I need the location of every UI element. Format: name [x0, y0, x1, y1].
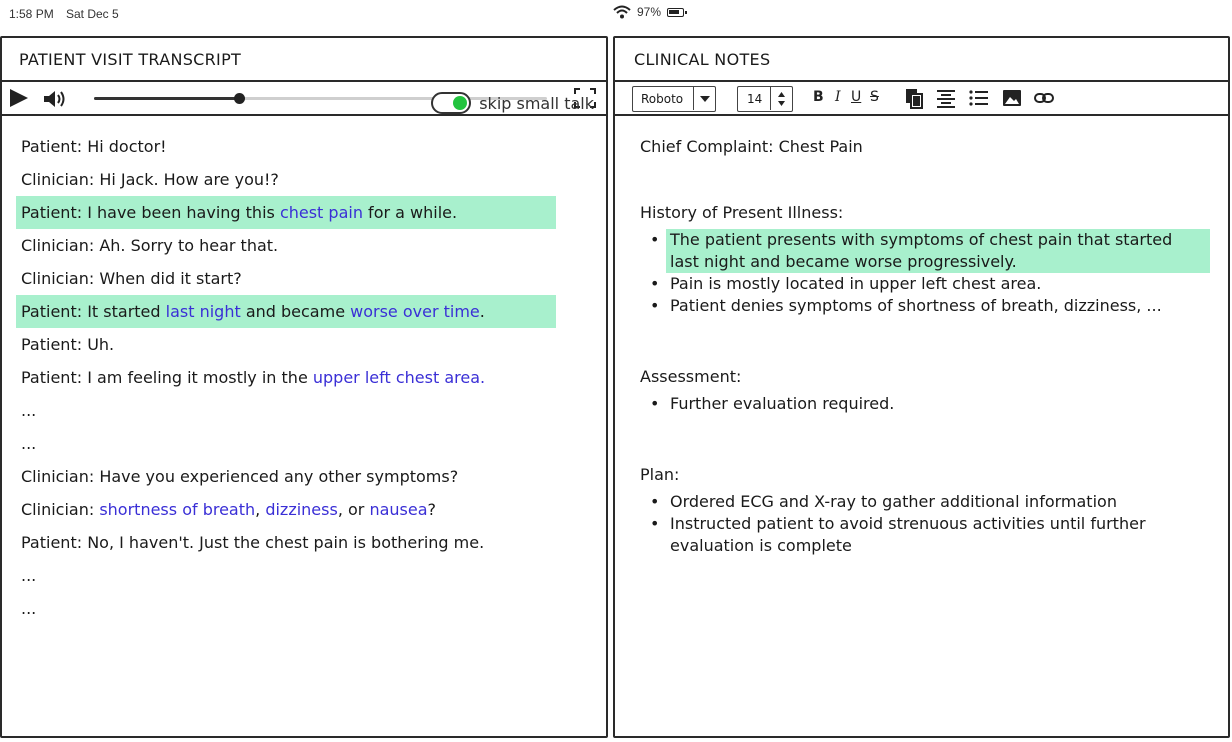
utterance-text: When did it start?: [94, 269, 242, 288]
skip-small-talk-toggle-row: [431, 92, 594, 114]
symptom-keyword: upper left chest area.: [312, 368, 486, 387]
status-bar: [0, 0, 1232, 28]
switch-knob: [453, 96, 467, 110]
status-time: 1:58 PM: [9, 7, 54, 21]
assessment-list: [640, 393, 1210, 415]
utterance-text: Have you experienced any other symptoms?: [94, 467, 459, 486]
utterance-text: I am feeling it mostly in the: [82, 368, 313, 387]
plan-heading: Plan:: [640, 465, 680, 484]
transcript-title: PATIENT VISIT TRANSCRIPT: [2, 38, 606, 82]
symptom-keyword: nausea: [369, 500, 428, 519]
font-family-value: Roboto: [641, 92, 684, 106]
transcript-line[interactable]: [16, 163, 556, 196]
utterance-text: ...: [21, 401, 37, 420]
utterance-text: Hi doctor!: [82, 137, 167, 156]
volume-icon[interactable]: [42, 88, 68, 110]
font-size-stepper[interactable]: [737, 86, 793, 112]
bold-button[interactable]: B: [813, 89, 824, 105]
note-bullet-text: Ordered ECG and X-ray to gather additional information: [670, 492, 1117, 511]
image-icon[interactable]: [1001, 87, 1023, 109]
speaker-label: Clinician:: [21, 269, 95, 288]
stepper-arrows-icon: [770, 87, 792, 110]
play-button[interactable]: [10, 89, 28, 107]
utterance-text: , or: [337, 500, 370, 519]
speaker-label: Patient:: [21, 302, 83, 321]
battery-icon: [667, 8, 684, 17]
transcript-line[interactable]: [16, 460, 556, 493]
link-icon[interactable]: [1033, 87, 1055, 109]
utterance-text: .: [479, 302, 485, 321]
symptom-keyword: worse over time: [350, 302, 480, 321]
utterance-text: and became: [240, 302, 351, 321]
note-bullet-text: Instructed patient to avoid strenuous activities until further evaluation is complete: [670, 514, 1146, 555]
transcript-line-highlighted[interactable]: [16, 295, 556, 328]
speaker-label: Patient:: [21, 203, 83, 222]
notes-title: CLINICAL NOTES: [615, 38, 1228, 82]
align-center-icon[interactable]: [935, 87, 957, 109]
speaker-label: Patient:: [21, 137, 83, 156]
chevron-down-icon: [693, 87, 715, 110]
note-bullet-text: Patient denies symptoms of shortness of breath, dizziness, ...: [670, 296, 1162, 315]
note-bullet: [640, 513, 1210, 557]
utterance-text: I have been having this: [82, 203, 280, 222]
transcript-lines: [16, 130, 556, 625]
transcript-line[interactable]: [16, 526, 556, 559]
editor-toolbar: [615, 82, 1228, 116]
hpi-list: [640, 229, 1210, 317]
speaker-label: Patient:: [21, 533, 83, 552]
strikethrough-button[interactable]: S: [870, 89, 879, 105]
transcript-line[interactable]: [16, 592, 556, 625]
status-right: [613, 5, 1230, 19]
transcript-line-highlighted[interactable]: [16, 196, 556, 229]
note-bullet-text: • The patient presents with symptoms of chest pain that started last night and became worse progressively.: [666, 229, 1210, 273]
assessment-heading: Assessment:: [640, 367, 742, 386]
clinical-notes-editor[interactable]: [640, 130, 1210, 557]
note-bullet-text: Pain is mostly located in upper left chest area.: [670, 274, 1042, 293]
speaker-label: Clinician:: [21, 467, 95, 486]
plan-list: [640, 491, 1210, 557]
utterance-text: Uh.: [82, 335, 115, 354]
progress-fill: [94, 97, 239, 100]
transcript-line[interactable]: [16, 394, 556, 427]
copy-icon[interactable]: [903, 87, 925, 109]
battery-percent: 97%: [637, 5, 662, 19]
utterance-text: It started: [82, 302, 166, 321]
utterance-text: Hi Jack. How are you!?: [94, 170, 279, 189]
utterance-text: Ah. Sorry to hear that.: [94, 236, 279, 255]
utterance-text: ...: [21, 566, 37, 585]
utterance-text: ...: [21, 599, 37, 618]
transcript-line[interactable]: [16, 328, 556, 361]
speaker-label: Patient:: [21, 368, 83, 387]
list-icon[interactable]: [968, 87, 990, 109]
transcript-line[interactable]: [16, 229, 556, 262]
symptom-keyword: shortness of breath: [99, 500, 256, 519]
note-bullet: [640, 491, 1210, 513]
status-date: Sat Dec 5: [66, 7, 119, 21]
transcript-line[interactable]: [16, 361, 556, 394]
note-bullet: [640, 273, 1210, 295]
utterance-text: ...: [21, 434, 37, 453]
note-bullet: [640, 295, 1210, 317]
symptom-keyword: dizziness: [265, 500, 338, 519]
speaker-label: Clinician:: [21, 236, 95, 255]
progress-handle[interactable]: [234, 93, 245, 104]
font-size-value: 14: [747, 92, 763, 106]
symptom-keyword: last night: [165, 302, 241, 321]
skip-small-talk-label: skip small talk: [479, 93, 594, 113]
utterance-text: for a while.: [362, 203, 458, 222]
note-bullet: [640, 393, 1210, 415]
font-family-select[interactable]: [632, 86, 716, 112]
utterance-text: ,: [255, 500, 266, 519]
transcript-line[interactable]: [16, 493, 556, 526]
speaker-label: Clinician:: [21, 170, 95, 189]
italic-button[interactable]: I: [835, 89, 841, 105]
symptom-keyword: chest pain: [279, 203, 363, 222]
speaker-label: Clinician:: [21, 500, 95, 519]
skip-small-talk-switch[interactable]: [431, 92, 471, 114]
note-bullet: [640, 229, 1210, 273]
transcript-line[interactable]: [16, 130, 556, 163]
hpi-heading: History of Present Illness:: [640, 203, 844, 222]
transcript-line[interactable]: [16, 559, 556, 592]
transcript-line[interactable]: [16, 262, 556, 295]
transcript-line[interactable]: [16, 427, 556, 460]
utterance-text: No, I haven't. Just the chest pain is bothering me.: [82, 533, 485, 552]
note-bullet-text: Further evaluation required.: [670, 394, 895, 413]
chief-complaint: Chief Complaint: Chest Pain: [640, 137, 863, 156]
speaker-label: Patient:: [21, 335, 83, 354]
utterance-text: ?: [427, 500, 437, 519]
wifi-icon: [613, 5, 631, 19]
underline-button[interactable]: U: [851, 89, 862, 105]
